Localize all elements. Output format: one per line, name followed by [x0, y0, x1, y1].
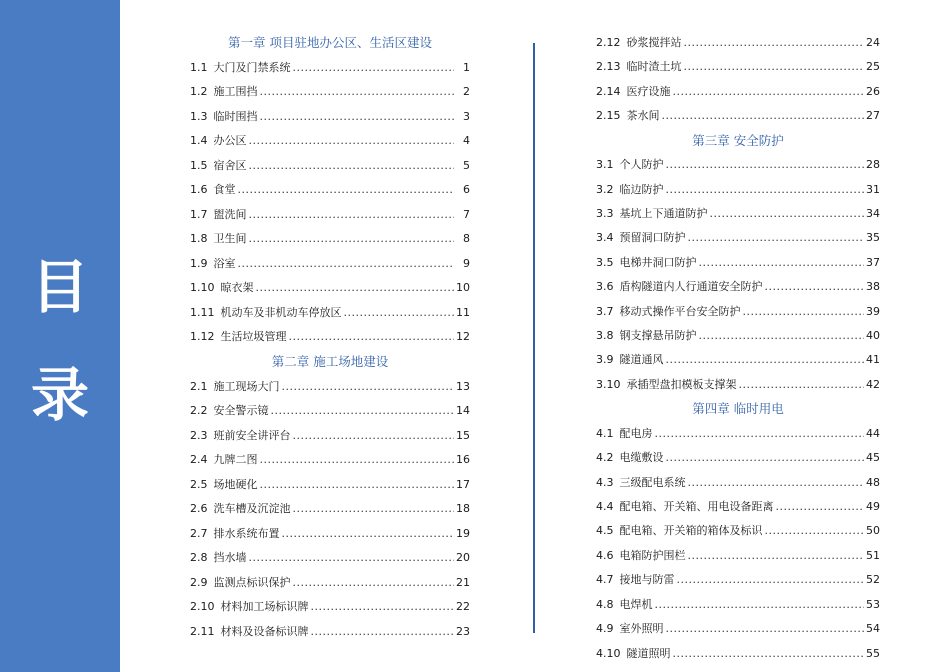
toc-entry[interactable] — [190, 379, 470, 395]
entry-title: 施工现场大门 — [213, 379, 280, 393]
chapter-heading: 第三章 安全防护 — [692, 132, 784, 148]
entry-number: 4.5 — [596, 524, 614, 538]
entry-title: 材料及设备标识牌 — [220, 624, 309, 638]
toc-entry[interactable] — [190, 60, 470, 76]
toc-entry[interactable] — [596, 230, 880, 246]
toc-entry[interactable] — [596, 279, 880, 295]
entry-title: 三级配电系统 — [619, 475, 686, 489]
dot-leader — [260, 477, 455, 493]
toc-entry[interactable] — [596, 157, 880, 173]
dot-leader — [655, 597, 865, 613]
entry-number: 2.14 — [596, 84, 621, 98]
entry-page-number: 13 — [456, 379, 470, 393]
entry-title: 砂浆搅拌站 — [626, 36, 682, 49]
entry-title: 洗车槽及沉淀池 — [213, 502, 291, 516]
entry-title: 基坑上下通道防护 — [619, 206, 708, 220]
entry-title: 材料加工场标识牌 — [220, 600, 309, 614]
entry-title: 挡水墙 — [213, 551, 247, 565]
dot-leader — [282, 526, 455, 542]
entry-number: 2.4 — [190, 453, 208, 467]
dot-leader — [238, 256, 455, 272]
entry-number: 4.1 — [596, 426, 614, 440]
entry-number: 2.11 — [190, 624, 215, 638]
toc-entry[interactable] — [596, 328, 880, 344]
entry-page-number: 6 — [463, 183, 470, 197]
toc-entry[interactable] — [190, 305, 470, 321]
entry-number: 4.8 — [596, 597, 614, 611]
entry-page-number: 26 — [866, 84, 880, 98]
toc-entry[interactable] — [596, 646, 880, 662]
entry-title: 电焊机 — [619, 597, 653, 611]
column-divider — [533, 43, 535, 633]
dot-leader — [699, 255, 865, 271]
entry-title: 食堂 — [213, 183, 236, 197]
toc-entry[interactable] — [190, 207, 470, 223]
entry-title: 排水系统布置 — [213, 526, 280, 540]
entry-page-number: 44 — [866, 426, 880, 440]
dot-leader — [739, 377, 865, 393]
dot-leader — [249, 231, 455, 247]
dot-leader — [688, 548, 865, 564]
toc-entry[interactable] — [190, 501, 470, 517]
entry-title: 承插型盘扣模板支撑架 — [626, 377, 737, 391]
dot-leader — [699, 328, 865, 344]
entry-page-number: 34 — [866, 206, 880, 220]
toc-entry[interactable] — [596, 450, 880, 466]
toc-entry[interactable] — [596, 108, 880, 124]
entry-title: 临时围挡 — [213, 109, 258, 123]
dot-leader — [249, 550, 455, 566]
toc-entry[interactable] — [190, 256, 470, 272]
dot-leader — [344, 305, 455, 321]
entry-title: 医疗设施 — [626, 84, 671, 98]
toc-entry[interactable] — [596, 523, 880, 539]
entry-title: 茶水间 — [626, 109, 660, 123]
dot-leader — [260, 84, 455, 100]
dot-leader — [260, 452, 455, 468]
entry-page-number: 19 — [456, 526, 470, 540]
dot-leader — [666, 157, 865, 173]
entry-page-number: 48 — [866, 475, 880, 489]
entry-page-number: 5 — [463, 158, 470, 172]
entry-number: 4.3 — [596, 475, 614, 489]
entry-number: 1.5 — [190, 158, 208, 172]
entry-page-number: 41 — [866, 353, 880, 367]
toc-entry[interactable] — [596, 59, 880, 75]
dot-leader — [662, 108, 865, 124]
entry-number: 2.7 — [190, 526, 208, 540]
entry-title: 配电房 — [619, 426, 653, 440]
chapter-heading: 第四章 临时用电 — [692, 401, 784, 417]
entry-number: 2.8 — [190, 551, 208, 565]
entry-title: 盥洗间 — [213, 207, 247, 221]
entry-page-number: 4 — [463, 134, 470, 148]
entry-number: 4.7 — [596, 573, 614, 587]
entry-page-number: 28 — [866, 158, 880, 172]
dot-leader — [765, 279, 865, 295]
toc-entry[interactable] — [190, 526, 470, 542]
entry-title: 晾衣架 — [220, 281, 254, 295]
entry-page-number: 15 — [456, 428, 470, 442]
entry-title: 隧道通风 — [619, 353, 664, 367]
entry-title: 钢支撑悬吊防护 — [619, 329, 697, 343]
toc-entry[interactable] — [596, 304, 880, 320]
dot-leader — [271, 403, 455, 419]
entry-page-number: 21 — [456, 575, 470, 589]
entry-title: 大门及门禁系统 — [213, 60, 291, 74]
toc-entry[interactable] — [190, 280, 470, 296]
entry-page-number: 1 — [463, 60, 470, 74]
entry-title: 隧道照明 — [626, 646, 671, 660]
dot-leader — [666, 621, 865, 637]
toc-entry[interactable] — [596, 499, 880, 515]
dot-leader — [289, 329, 455, 345]
entry-number: 3.2 — [596, 182, 614, 196]
entry-number: 1.4 — [190, 134, 208, 148]
entry-page-number: 16 — [456, 453, 470, 467]
toc-entry[interactable] — [190, 624, 470, 640]
entry-page-number: 12 — [456, 330, 470, 344]
dot-leader — [293, 428, 455, 444]
toc-entry[interactable] — [596, 548, 880, 564]
entry-page-number: 10 — [456, 281, 470, 295]
entry-title: 盾构隧道内人行通道安全防护 — [619, 280, 763, 294]
dot-leader — [293, 575, 455, 591]
entry-page-number: 14 — [456, 404, 470, 418]
toc-entry[interactable] — [190, 599, 470, 615]
entry-number: 3.8 — [596, 329, 614, 343]
toc-entry[interactable] — [190, 109, 470, 125]
entry-page-number: 7 — [463, 207, 470, 221]
entry-number: 3.5 — [596, 255, 614, 269]
entry-page-number: 23 — [456, 624, 470, 638]
entry-page-number: 42 — [866, 377, 880, 391]
entry-number: 2.15 — [596, 109, 621, 123]
entry-page-number: 49 — [866, 499, 880, 513]
entry-number: 1.10 — [190, 281, 215, 295]
entry-page-number: 17 — [456, 477, 470, 491]
entry-page-number: 40 — [866, 329, 880, 343]
entry-title: 办公区 — [213, 134, 247, 148]
toc-entry[interactable] — [190, 575, 470, 591]
entry-number: 2.13 — [596, 60, 621, 74]
dot-leader — [311, 599, 455, 615]
entry-page-number: 38 — [866, 280, 880, 294]
entry-number: 4.9 — [596, 622, 614, 636]
entry-page-number: 37 — [866, 255, 880, 269]
dot-leader — [776, 499, 865, 515]
dot-leader — [282, 379, 455, 395]
dot-leader — [260, 109, 455, 125]
entry-number: 3.10 — [596, 377, 621, 391]
entry-title: 监测点标识保护 — [213, 575, 291, 589]
entry-title: 移动式操作平台安全防护 — [619, 304, 741, 318]
toc-entry[interactable] — [596, 182, 880, 198]
dot-leader — [666, 450, 865, 466]
toc-entry[interactable] — [190, 403, 470, 419]
entry-number: 3.1 — [596, 158, 614, 172]
entry-page-number: 27 — [866, 109, 880, 123]
entry-number: 1.11 — [190, 305, 215, 319]
entry-number: 3.6 — [596, 280, 614, 294]
entry-number: 1.12 — [190, 330, 215, 344]
entry-number: 4.2 — [596, 451, 614, 465]
toc-entry[interactable] — [190, 329, 470, 345]
entry-title: 安全警示镜 — [213, 404, 269, 418]
dot-leader — [673, 84, 865, 100]
toc-entry[interactable] — [596, 35, 880, 51]
entry-number: 1.1 — [190, 60, 208, 74]
entry-page-number: 31 — [866, 182, 880, 196]
entry-title: 个人防护 — [619, 158, 664, 172]
entry-number: 3.9 — [596, 353, 614, 367]
entry-number: 4.10 — [596, 646, 621, 660]
toc-entry[interactable] — [596, 597, 880, 613]
dot-leader — [765, 523, 865, 539]
entry-page-number: 9 — [463, 256, 470, 270]
entry-number: 3.4 — [596, 231, 614, 245]
toc-entry[interactable] — [596, 206, 880, 222]
entry-title: 浴室 — [213, 256, 236, 270]
toc-entry[interactable] — [596, 621, 880, 637]
entry-page-number: 8 — [463, 232, 470, 246]
entry-number: 2.5 — [190, 477, 208, 491]
entry-number: 4.4 — [596, 499, 614, 513]
chapter-heading: 第二章 施工场地建设 — [271, 354, 389, 370]
entry-page-number: 3 — [463, 109, 470, 123]
toc-entry[interactable] — [190, 428, 470, 444]
entry-number: 1.7 — [190, 207, 208, 221]
entry-page-number: 22 — [456, 600, 470, 614]
toc-entry[interactable] — [190, 477, 470, 493]
entry-title: 配电箱、开关箱的箱体及标识 — [619, 524, 763, 538]
entry-page-number: 39 — [866, 304, 880, 318]
entry-number: 2.10 — [190, 600, 215, 614]
toc-entry[interactable] — [190, 452, 470, 468]
toc-entry[interactable] — [190, 133, 470, 149]
entry-page-number: 53 — [866, 597, 880, 611]
toc-entry[interactable] — [596, 475, 880, 491]
dot-leader — [673, 646, 865, 662]
entry-number: 2.6 — [190, 502, 208, 516]
entry-page-number: 45 — [866, 451, 880, 465]
dot-leader — [655, 426, 865, 442]
entry-number: 1.2 — [190, 85, 208, 99]
toc-title-char-1: 目 — [30, 253, 89, 321]
dot-leader — [743, 304, 865, 320]
entry-page-number: 25 — [866, 60, 880, 74]
toc-entry[interactable] — [596, 352, 880, 368]
dot-leader — [688, 475, 865, 491]
entry-number: 2.1 — [190, 379, 208, 393]
toc-entry[interactable] — [190, 550, 470, 566]
toc-entry[interactable] — [596, 426, 880, 442]
entry-title: 电缆敷设 — [619, 451, 664, 465]
entry-page-number: 51 — [866, 548, 880, 562]
entry-number: 2.3 — [190, 428, 208, 442]
entry-title: 班前安全讲评台 — [213, 428, 291, 442]
entry-page-number: 24 — [866, 36, 880, 49]
entry-page-number: 11 — [456, 305, 470, 319]
entry-title: 电梯井洞口防护 — [619, 255, 697, 269]
toc-entry[interactable] — [596, 572, 880, 588]
entry-page-number: 18 — [456, 502, 470, 516]
entry-title: 场地硬化 — [213, 477, 258, 491]
toc-entry[interactable] — [190, 182, 470, 198]
dot-leader — [684, 35, 865, 51]
toc-entry[interactable] — [596, 84, 880, 100]
entry-page-number: 52 — [866, 573, 880, 587]
dot-leader — [677, 572, 865, 588]
entry-page-number: 50 — [866, 524, 880, 538]
dot-leader — [293, 60, 455, 76]
dot-leader — [684, 59, 865, 75]
entry-title: 室外照明 — [619, 622, 664, 636]
entry-title: 生活垃圾管理 — [220, 330, 287, 344]
dot-leader — [249, 133, 455, 149]
toc-title-char-2: 录 — [30, 361, 89, 429]
entry-title: 预留洞口防护 — [619, 231, 686, 245]
toc-entry[interactable] — [190, 158, 470, 174]
toc-entry[interactable] — [596, 377, 880, 393]
entry-number: 2.9 — [190, 575, 208, 589]
dot-leader — [249, 207, 455, 223]
entry-number: 1.9 — [190, 256, 208, 270]
dot-leader — [710, 206, 865, 222]
toc-entry[interactable] — [190, 231, 470, 247]
entry-page-number: 20 — [456, 551, 470, 565]
entry-number: 1.6 — [190, 183, 208, 197]
entry-title: 卫生间 — [213, 232, 247, 246]
chapter-heading: 第一章 项目驻地办公区、生活区建设 — [228, 35, 432, 50]
entry-number: 1.3 — [190, 109, 208, 123]
entry-number: 2.2 — [190, 404, 208, 418]
entry-title: 电箱防护围栏 — [619, 548, 686, 562]
entry-title: 配电箱、开关箱、用电设备距离 — [619, 499, 774, 513]
toc-entry[interactable] — [190, 84, 470, 100]
dot-leader — [666, 352, 865, 368]
entry-title: 接地与防雷 — [619, 573, 675, 587]
entry-title: 临时渣土坑 — [626, 60, 682, 74]
entry-page-number: 35 — [866, 231, 880, 245]
toc-entry[interactable] — [596, 255, 880, 271]
entry-number: 1.8 — [190, 232, 208, 246]
dot-leader — [249, 158, 455, 174]
entry-title: 宿舍区 — [213, 158, 247, 172]
dot-leader — [256, 280, 455, 296]
entry-title: 九牌二图 — [213, 453, 258, 467]
dot-leader — [666, 182, 865, 198]
dot-leader — [238, 182, 455, 198]
entry-number: 3.7 — [596, 304, 614, 318]
entry-title: 机动车及非机动车停放区 — [220, 305, 342, 319]
dot-leader — [311, 624, 455, 640]
sidebar-band — [0, 0, 120, 672]
entry-page-number: 54 — [866, 622, 880, 636]
entry-title: 施工围挡 — [213, 85, 258, 99]
dot-leader — [293, 501, 455, 517]
entry-number: 3.3 — [596, 206, 614, 220]
dot-leader — [688, 230, 865, 246]
entry-page-number: 55 — [866, 646, 880, 660]
entry-number: 2.12 — [596, 36, 621, 49]
entry-title: 临边防护 — [619, 182, 664, 196]
entry-number: 4.6 — [596, 548, 614, 562]
entry-page-number: 2 — [463, 85, 470, 99]
